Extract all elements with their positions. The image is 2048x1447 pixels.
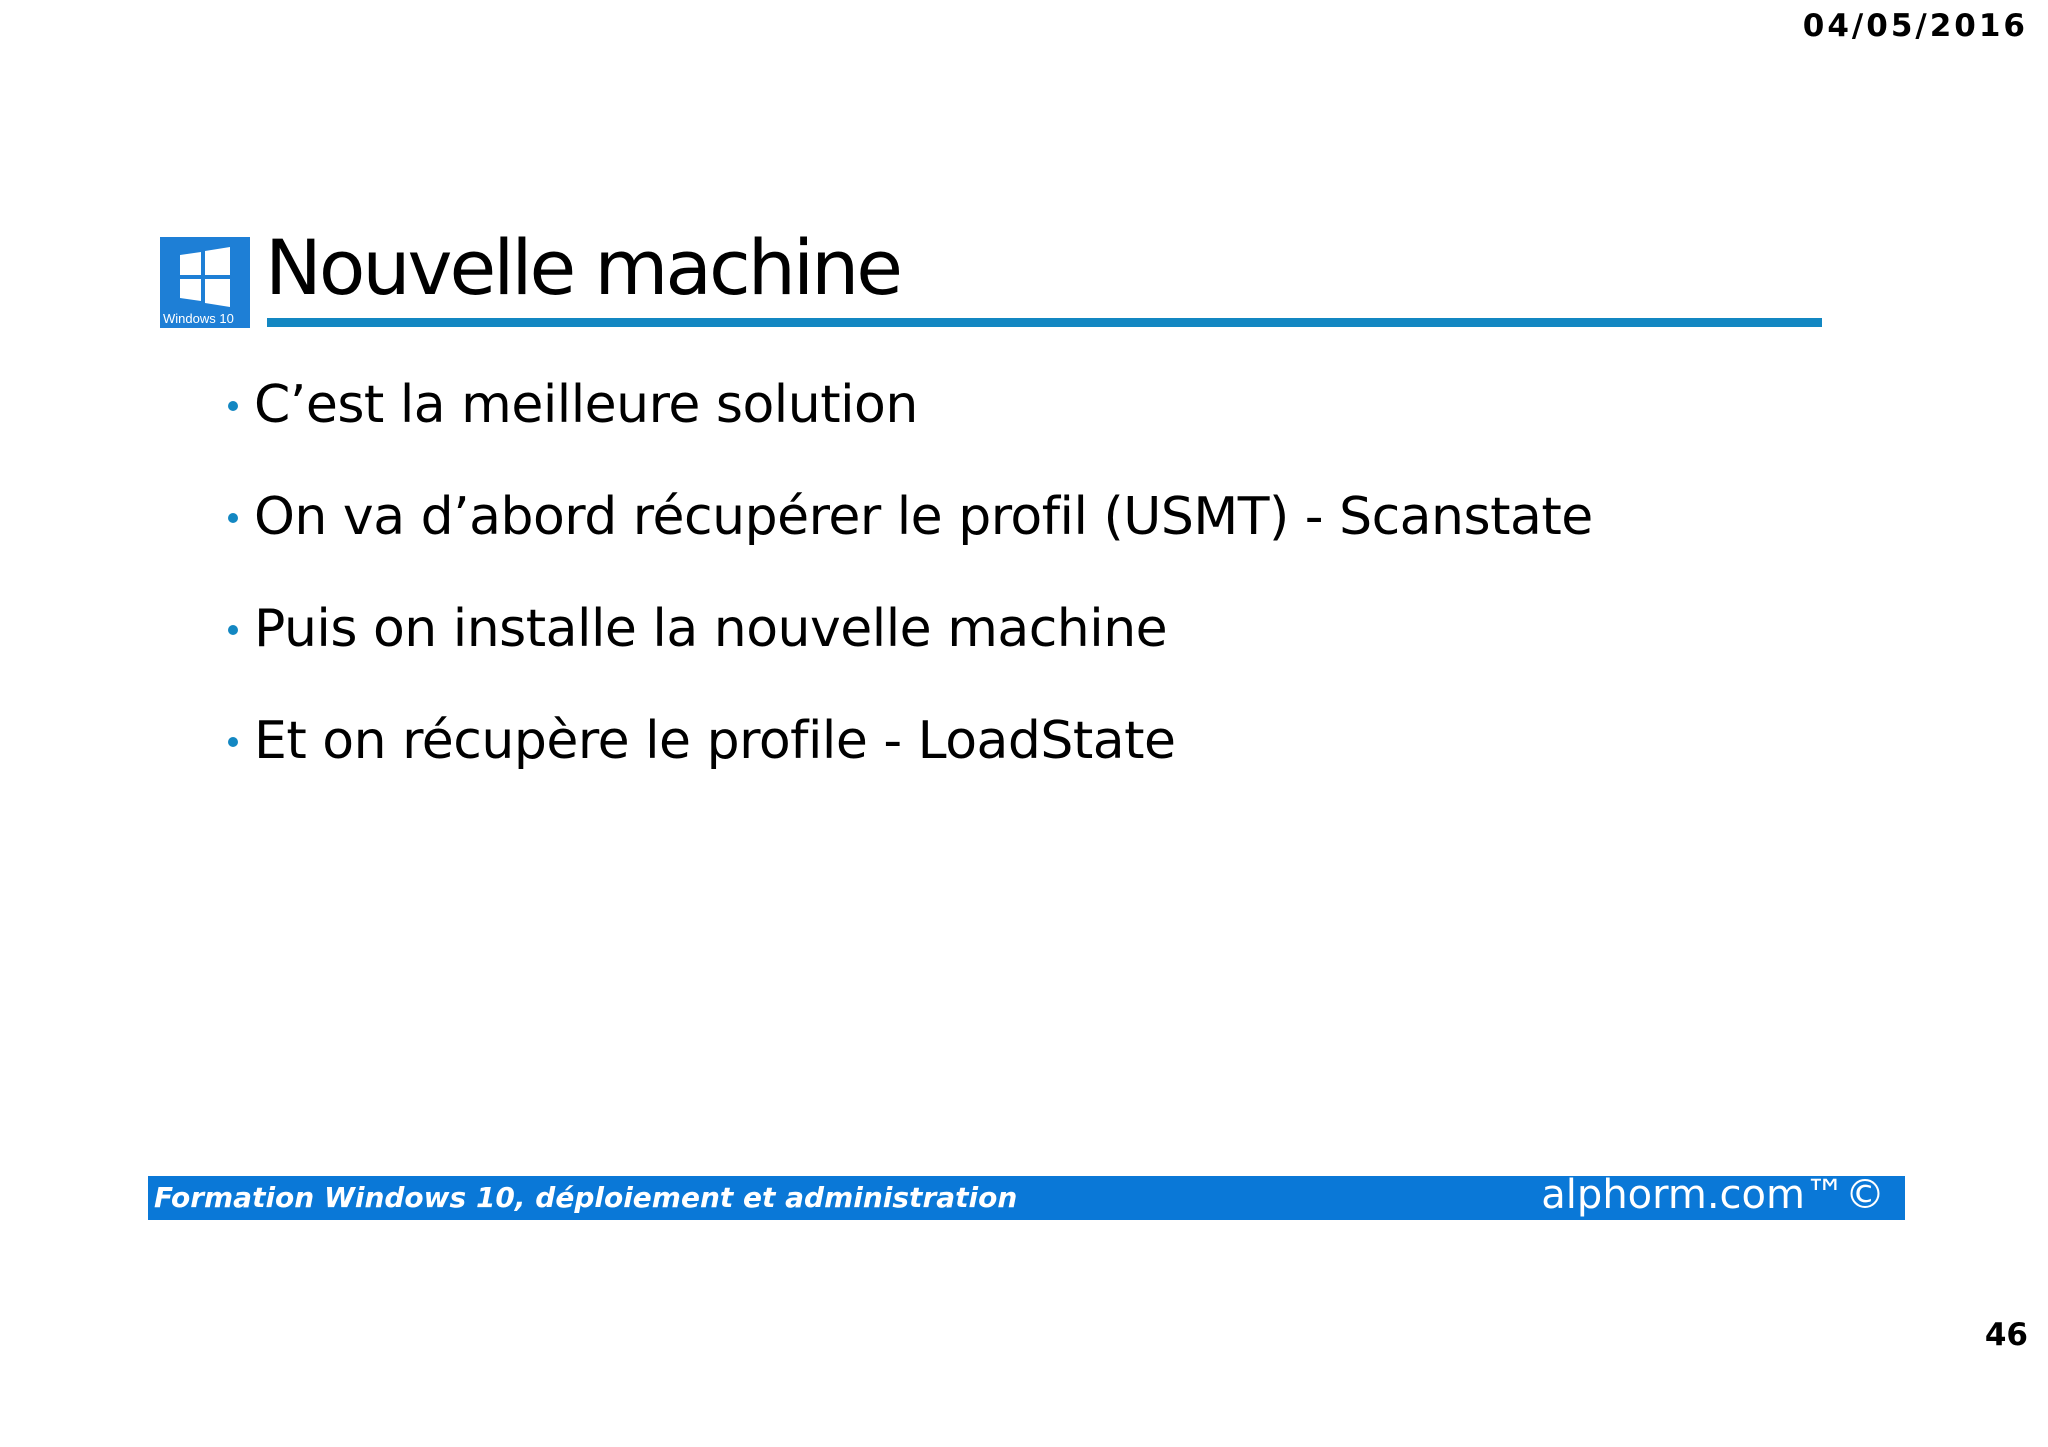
page-number: 46 xyxy=(1984,1317,2028,1353)
bullet-text: C’est la meilleure solution xyxy=(254,375,918,435)
footer-bar xyxy=(148,1172,1905,1220)
bullet-text: Puis on installe la nouvelle machine xyxy=(254,599,1168,659)
logo-label: Windows 10 xyxy=(163,311,234,326)
bullet-icon xyxy=(228,513,238,523)
footer-brand: alphorm.com™© xyxy=(1541,1172,1885,1218)
bullet-text: On va d’abord récupérer le profil (USMT) - Scanstate xyxy=(254,487,1593,547)
bullet-icon xyxy=(228,737,238,747)
bullet-item xyxy=(228,362,1593,474)
bullet-item xyxy=(228,474,1593,586)
bullet-icon xyxy=(228,401,238,411)
slide-date: 04/05/2016 xyxy=(1802,8,2028,44)
footer-course-title: Formation Windows 10, déploiement et administration xyxy=(154,1181,1018,1214)
bullet-icon xyxy=(228,625,238,635)
bullet-list xyxy=(228,362,1593,810)
bullet-text: Et on récupère le profile - LoadState xyxy=(254,711,1176,771)
bullet-item xyxy=(228,586,1593,698)
windows-10-logo xyxy=(160,237,250,328)
title-underline xyxy=(267,318,1822,327)
slide-title: Nouvelle machine xyxy=(265,223,900,312)
bullet-item xyxy=(228,698,1593,810)
